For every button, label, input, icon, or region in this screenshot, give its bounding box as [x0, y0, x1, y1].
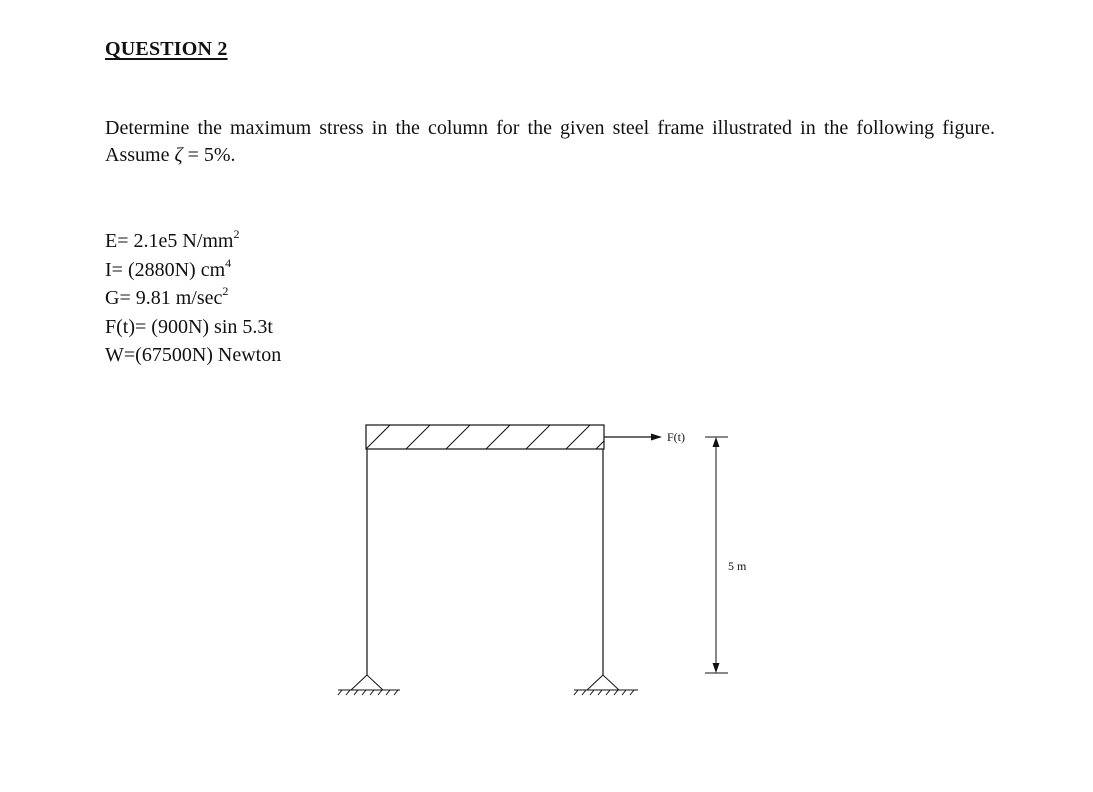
force-arrow-icon [604, 434, 662, 441]
given-moment-of-inertia: I= (2880N) $cm^4$ [105, 255, 232, 281]
height-dimension-icon [705, 437, 728, 673]
height-label: 5 m [728, 559, 747, 573]
given-elastic-modulus: E= 2.1e5 $N/mm^2$ [105, 227, 240, 252]
left-pin-support-icon [338, 675, 400, 695]
given-weight: W=(67500N) Newton [105, 344, 282, 366]
rigid-beam [366, 425, 620, 449]
force-label: F(t) [667, 430, 685, 444]
question-text: Determine the maximum stress in the column for the given steel frame illustrated in the following figure. Assume [105, 117, 995, 166]
given-gravity: G= 9.81 $m/\sec^2$ [105, 284, 229, 309]
right-pin-support-icon [574, 675, 638, 695]
damping-symbol: ζ [174, 144, 183, 166]
given-force-function: F(t)= (900N) sin 5.3t [105, 315, 273, 338]
damping-value: = 5%. [182, 144, 236, 166]
question-heading: QUESTION 2 [105, 38, 228, 60]
